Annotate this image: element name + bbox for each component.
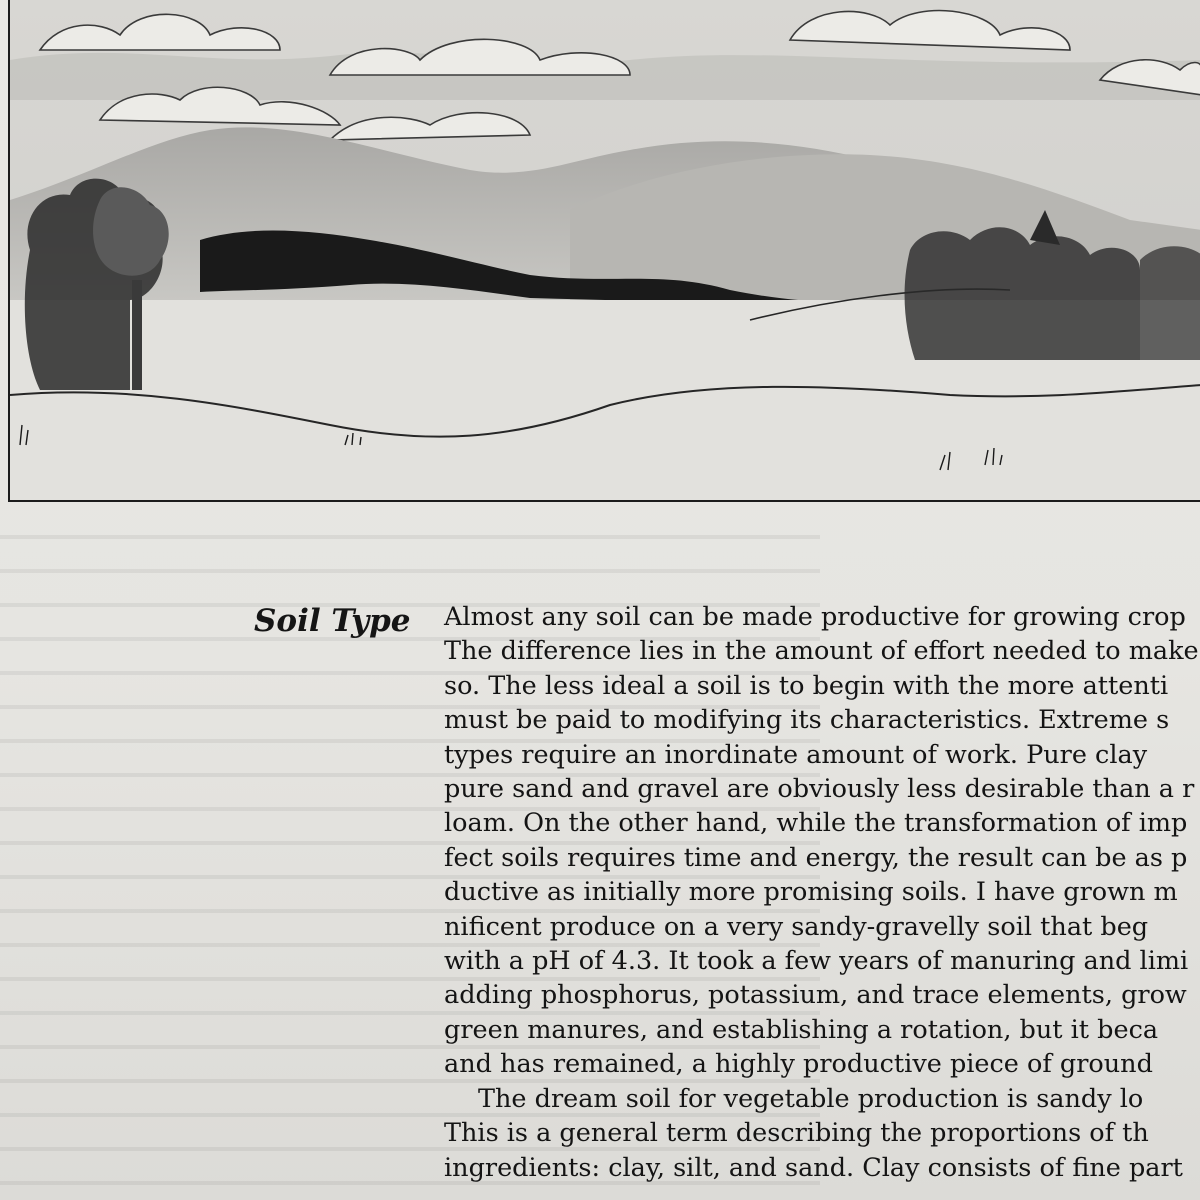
text-line: types require an inordinate amount of work. Pure clay [444,739,1148,770]
section-heading: Soil Type [254,603,411,639]
text-line: nificent produce on a very sandy-gravelly soil that beg [444,911,1149,942]
text-line: must be paid to modifying its characteristics. Extreme s [444,705,1170,736]
text-line: This is a general term describing the proportions of th [444,1118,1149,1149]
text-line: The dream soil for vegetable production is sandy lo [478,1083,1144,1114]
text-line: ingredients: clay, silt, and sand. Clay consists of fine part [444,1152,1183,1183]
text-line: fect soils requires time and energy, the result can be as p [444,842,1188,873]
text-line: and has remained, a highly productive piece of ground [444,1049,1153,1080]
text-line: green manures, and establishing a rotation, but it beca [444,1014,1159,1045]
text-line: Almost any soil can be made productive for growing crop [444,602,1186,632]
text-line: adding phosphorus, potassium, and trace elements, grow [444,980,1187,1011]
text-line: so. The less ideal a soil is to begin with the more attenti [444,670,1169,701]
text-line: loam. On the other hand, while the transformation of imp [444,808,1188,839]
text-line: pure sand and gravel are obviously less desirable than a r [444,774,1195,805]
landscape-illustration [8,0,1200,502]
text-line: ductive as initially more promising soils. I have grown m [444,877,1178,908]
body-paragraphs [444,600,1200,1185]
text-line: The difference lies in the amount of effort needed to make [444,636,1199,667]
text-line: with a pH of 4.3. It took a few years of manuring and limi [444,946,1189,977]
